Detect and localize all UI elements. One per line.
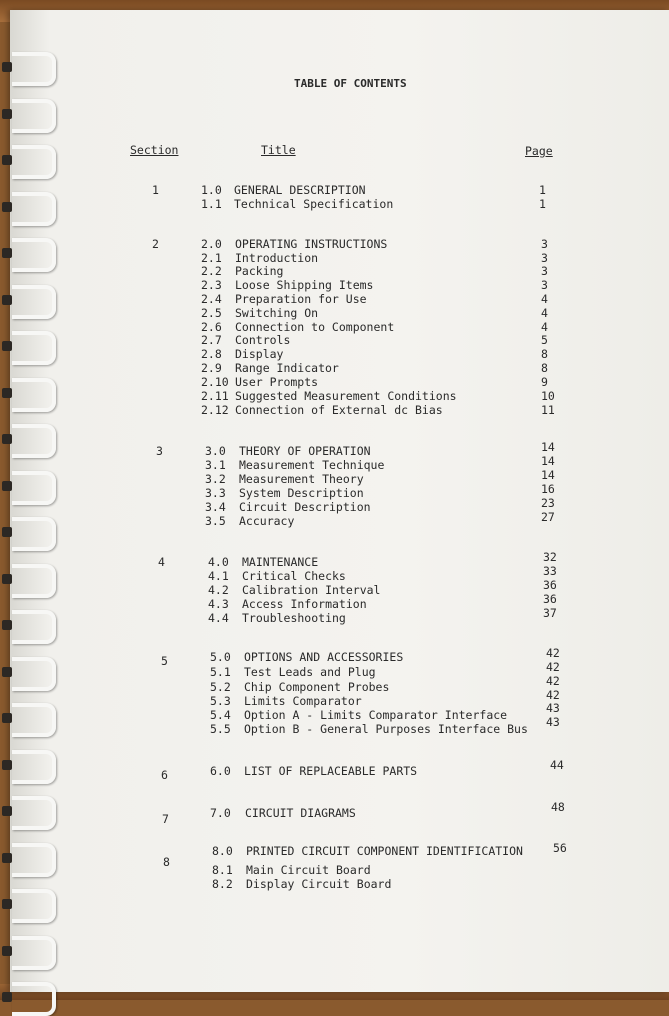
title-header: Title: [261, 143, 296, 157]
entry-title: CIRCUIT DIAGRAMS: [245, 806, 356, 820]
entry-title: OPTIONS AND ACCESSORIES: [244, 650, 404, 664]
entry-number: 2.6: [201, 320, 222, 334]
entry-page: 37: [543, 606, 557, 620]
entry-number: 2.2: [201, 264, 222, 278]
entry-title: Range Indicator: [235, 361, 339, 375]
entry-number: 5.0: [210, 650, 231, 664]
entry-page: 56: [553, 841, 567, 855]
entry-page: 42: [546, 660, 560, 674]
entry-number: 3.2: [205, 472, 226, 486]
entry-number: 5.5: [210, 722, 231, 736]
entry-title: Calibration Interval: [242, 583, 381, 597]
entry-title: Display Circuit Board: [246, 877, 392, 891]
entry-number: 4.0: [208, 555, 229, 569]
entry-title: Technical Specification: [234, 197, 394, 211]
entry-number: 2.10: [201, 375, 229, 389]
section-number: 7: [162, 812, 169, 826]
entry-number: 2.0: [201, 237, 222, 251]
entry-title: LIST OF REPLACEABLE PARTS: [244, 764, 418, 778]
entry-number: 5.2: [210, 680, 231, 694]
entry-title: THEORY OF OPERATION: [239, 444, 371, 458]
entry-title: System Description: [239, 486, 364, 500]
section-number: 1: [152, 183, 159, 197]
entry-number: 5.1: [210, 665, 231, 679]
entry-number: 3.1: [205, 458, 226, 472]
entry-page: 11: [541, 403, 555, 417]
entry-title: Controls: [235, 333, 291, 347]
entry-page: 36: [543, 592, 557, 606]
entry-title: Connection of External dc Bias: [235, 403, 443, 417]
entry-number: 7.0: [210, 806, 231, 820]
entry-title: PRINTED CIRCUIT COMPONENT IDENTIFICATION: [246, 844, 523, 858]
entry-title: Packing: [235, 264, 284, 278]
entry-title: Circuit Description: [239, 500, 371, 514]
entry-page: 23: [541, 496, 555, 510]
section-header: Section: [130, 143, 179, 157]
entry-page: 33: [543, 564, 557, 578]
entry-number: 2.11: [201, 389, 229, 403]
section-number: 8: [163, 855, 170, 869]
entry-number: 8.0: [212, 844, 233, 858]
section-number: 5: [161, 654, 168, 668]
entry-number: 3.5: [205, 514, 226, 528]
entry-number: 1.1: [201, 197, 222, 211]
entry-title: Access Information: [242, 597, 367, 611]
entry-page: 3: [541, 251, 548, 265]
entry-page: 48: [551, 800, 565, 814]
entry-title: Display: [235, 347, 284, 361]
section-number: 3: [156, 444, 163, 458]
entry-number: 4.4: [208, 611, 229, 625]
section-number: 2: [152, 237, 159, 251]
entry-page: 42: [546, 674, 560, 688]
entry-page: 27: [541, 510, 555, 524]
entry-title: GENERAL DESCRIPTION: [234, 183, 366, 197]
entry-number: 6.0: [210, 764, 231, 778]
entry-page: 8: [541, 361, 548, 375]
entry-number: 5.4: [210, 708, 231, 722]
entry-number: 5.3: [210, 694, 231, 708]
entry-title: User Prompts: [235, 375, 319, 389]
entry-number: 1.0: [201, 183, 222, 197]
entry-page: 14: [541, 468, 555, 482]
entry-title: Switching On: [235, 306, 319, 320]
entry-title: Introduction: [235, 251, 319, 265]
entry-title: Main Circuit Board: [246, 863, 371, 877]
entry-page: 44: [550, 758, 564, 772]
entry-page: 43: [546, 715, 560, 729]
entry-page: 1: [539, 197, 546, 211]
entry-page: 14: [541, 454, 555, 468]
entry-page: 9: [541, 375, 548, 389]
entry-page: 3: [541, 264, 548, 278]
entry-number: 2.1: [201, 251, 222, 265]
entry-number: 3.3: [205, 486, 226, 500]
entry-page: 3: [541, 278, 548, 292]
entry-number: 4.2: [208, 583, 229, 597]
entry-number: 2.5: [201, 306, 222, 320]
entry-number: 2.3: [201, 278, 222, 292]
entry-page: 8: [541, 347, 548, 361]
entry-number: 3.0: [205, 444, 226, 458]
section-number: 4: [158, 555, 165, 569]
entry-title: Measurement Technique: [239, 458, 385, 472]
entry-title: Connection to Component: [235, 320, 395, 334]
entry-page: 10: [541, 389, 555, 403]
entry-page: 42: [546, 646, 560, 660]
entry-page: 16: [541, 482, 555, 496]
entry-page: 42: [546, 688, 560, 702]
entry-page: 5: [541, 333, 548, 347]
entry-page: 14: [541, 440, 555, 454]
page-header: Page: [525, 144, 553, 158]
entry-title: Suggested Measurement Conditions: [235, 389, 457, 403]
entry-title: Troubleshooting: [242, 611, 346, 625]
entry-page: 32: [543, 550, 557, 564]
entry-number: 2.9: [201, 361, 222, 375]
entry-page: 4: [541, 292, 548, 306]
entry-page: 36: [543, 578, 557, 592]
entry-title: Loose Shipping Items: [235, 278, 374, 292]
entry-page: 4: [541, 320, 548, 334]
entry-page: 3: [541, 237, 548, 251]
entry-title: Chip Component Probes: [244, 680, 390, 694]
entry-page: 1: [539, 183, 546, 197]
entry-number: 8.2: [212, 877, 233, 891]
entry-title: Measurement Theory: [239, 472, 364, 486]
section-number: 6: [161, 768, 168, 782]
entry-page: 43: [546, 701, 560, 715]
entry-title: Preparation for Use: [235, 292, 367, 306]
entry-title: OPERATING INSTRUCTIONS: [235, 237, 388, 251]
entry-title: Accuracy: [239, 514, 295, 528]
entry-number: 2.12: [201, 403, 229, 417]
entry-title: Option A - Limits Comparator Interface: [244, 708, 508, 722]
entry-number: 4.1: [208, 569, 229, 583]
entry-number: 2.4: [201, 292, 222, 306]
entry-number: 8.1: [212, 863, 233, 877]
entry-title: Critical Checks: [242, 569, 346, 583]
entry-title: Limits Comparator: [244, 694, 362, 708]
entry-number: 3.4: [205, 500, 226, 514]
page-title: TABLE OF CONTENTS: [294, 77, 407, 90]
entry-number: 2.7: [201, 333, 222, 347]
entry-number: 2.8: [201, 347, 222, 361]
entry-title: Option B - General Purposes Interface Bus: [244, 722, 528, 736]
entry-title: MAINTENANCE: [242, 555, 319, 569]
entry-page: 4: [541, 306, 548, 320]
entry-number: 4.3: [208, 597, 229, 611]
entry-title: Test Leads and Plug: [244, 665, 376, 679]
